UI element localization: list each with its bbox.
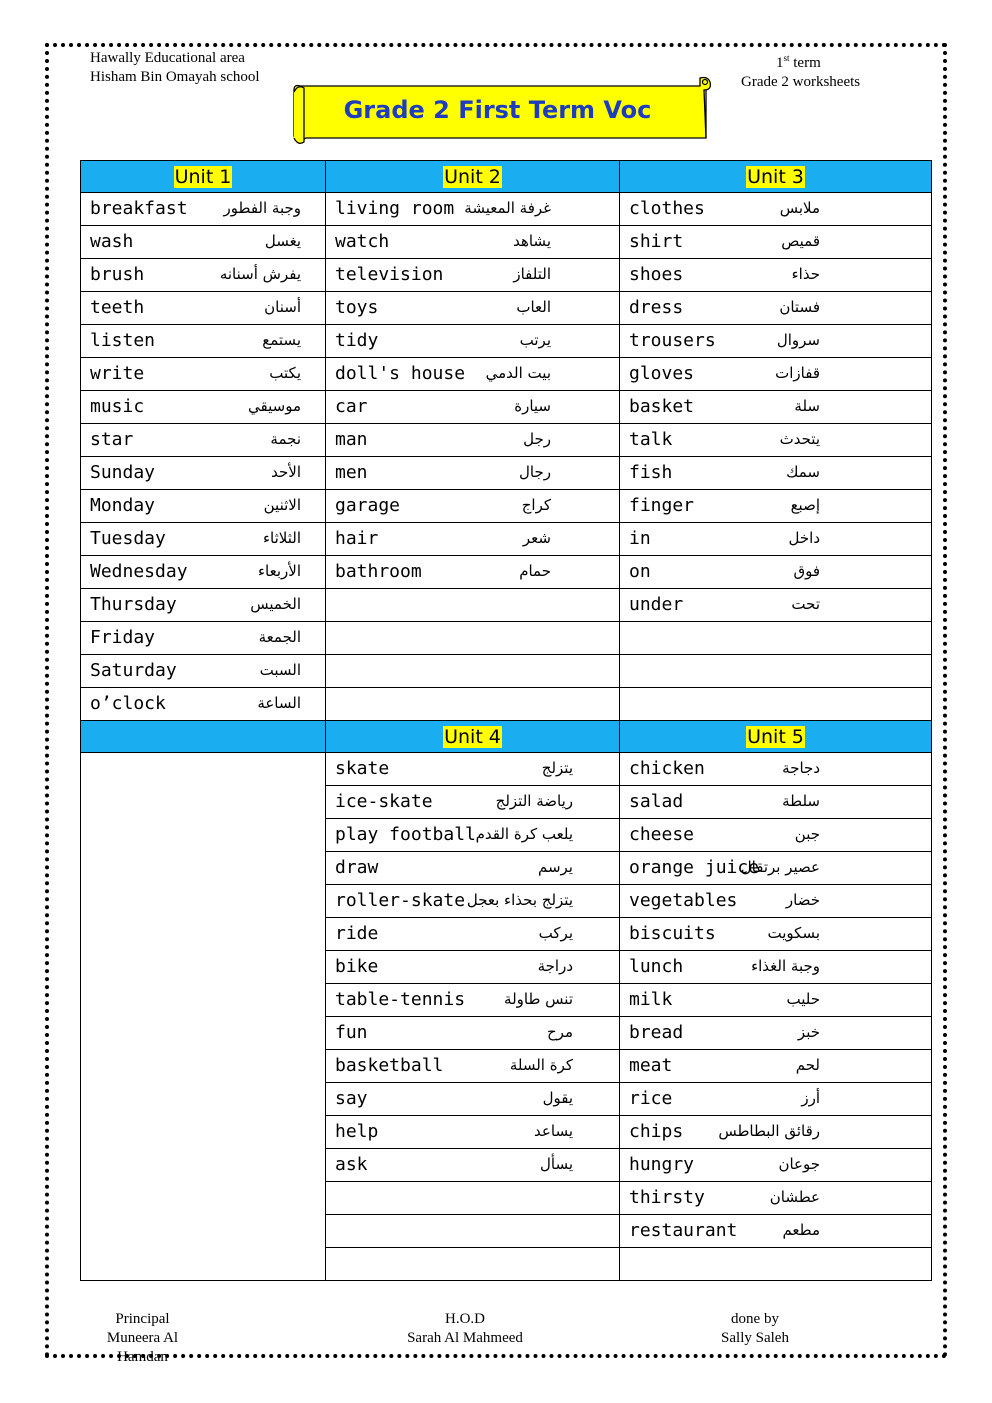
table-row — [81, 655, 932, 688]
table-row — [81, 325, 932, 358]
table-row — [81, 753, 932, 786]
english-word: Friday — [90, 627, 156, 648]
table-row — [81, 622, 932, 655]
english-word: tidy — [335, 330, 379, 351]
arabic-translation: بيت الدمي — [485, 364, 551, 382]
vocab-cell — [620, 325, 932, 358]
arabic-translation: عطشان — [769, 1188, 820, 1206]
arabic-translation: قميص — [781, 232, 820, 250]
vocab-cell — [620, 1083, 932, 1116]
arabic-translation: لحم — [795, 1056, 820, 1074]
english-word: finger — [629, 495, 695, 516]
arabic-translation: جبن — [794, 825, 820, 843]
arabic-translation: عصير برتقال — [740, 858, 820, 876]
vocab-cell — [326, 193, 620, 226]
english-word: ice-skate — [335, 791, 433, 812]
vocab-cell — [620, 589, 932, 622]
english-word: Thursday — [90, 594, 177, 615]
english-word: bike — [335, 956, 379, 977]
signature-name: Sally Saleh — [721, 1330, 789, 1346]
vocab-cell — [326, 753, 620, 786]
vocab-cell — [326, 1083, 620, 1116]
english-word: thirsty — [629, 1187, 705, 1208]
vocab-cell — [620, 1050, 932, 1083]
vocab-cell — [326, 259, 620, 292]
english-word: biscuits — [629, 923, 716, 944]
arabic-translation: الثلاثاء — [262, 529, 301, 547]
english-word: shoes — [629, 264, 684, 285]
arabic-translation: يغسل — [264, 232, 301, 250]
english-word: fish — [629, 462, 673, 483]
vocab-cell — [326, 556, 620, 589]
arabic-translation: وجبة الغذاء — [751, 957, 820, 975]
vocab-cell — [620, 819, 932, 852]
arabic-translation: يتحدث — [779, 430, 820, 448]
table-row — [81, 556, 932, 589]
empty-cell — [620, 622, 932, 655]
unit-heading — [81, 161, 326, 193]
english-word: dress — [629, 297, 684, 318]
vocab-cell — [620, 358, 932, 391]
arabic-translation: خضار — [785, 891, 820, 909]
vocab-cell — [620, 523, 932, 556]
table-row — [81, 259, 932, 292]
english-word: on — [629, 561, 651, 582]
signature-block — [380, 1310, 550, 1348]
english-word: say — [335, 1088, 368, 1109]
english-word: listen — [90, 330, 156, 351]
arabic-translation: شعر — [522, 529, 551, 547]
vocab-cell — [620, 786, 932, 819]
vocab-cell — [81, 358, 326, 391]
english-word: ride — [335, 923, 379, 944]
signature-role: H.O.D — [445, 1311, 485, 1327]
english-word: o’clock — [90, 693, 166, 714]
english-word: Saturday — [90, 660, 177, 681]
empty-cell — [620, 655, 932, 688]
english-word: television — [335, 264, 444, 285]
english-word: Wednesday — [90, 561, 188, 582]
english-word: play football — [335, 824, 476, 845]
arabic-translation: يرتب — [519, 331, 551, 349]
page-title: Grade 2 First Term Voc — [343, 96, 652, 124]
title-scroll-banner — [292, 76, 714, 146]
unit-heading-label: Unit 3 — [747, 165, 804, 188]
arabic-translation: الاثنين — [263, 496, 301, 514]
arabic-translation: داخل — [788, 529, 820, 547]
table-row — [81, 523, 932, 556]
english-word: basket — [629, 396, 695, 417]
empty-cell — [326, 688, 620, 721]
vocab-cell — [81, 688, 326, 721]
vocab-cell — [620, 852, 932, 885]
vocab-cell — [620, 918, 932, 951]
empty-cell — [326, 655, 620, 688]
empty-cell — [326, 589, 620, 622]
vocab-cell — [81, 226, 326, 259]
unit-heading-empty — [81, 721, 326, 753]
english-word: rice — [629, 1088, 673, 1109]
arabic-translation: وجبة الفطور — [223, 199, 301, 217]
arabic-translation: أرز — [801, 1089, 820, 1107]
arabic-translation: حمام — [519, 562, 551, 580]
english-word: bathroom — [335, 561, 422, 582]
vocab-cell — [326, 852, 620, 885]
english-word: lunch — [629, 956, 684, 977]
vocab-cell — [326, 786, 620, 819]
english-word: car — [335, 396, 368, 417]
unit-header-row — [81, 721, 932, 753]
arabic-translation: تنس طاولة — [504, 990, 573, 1008]
arabic-translation: رجل — [523, 430, 551, 448]
vocab-cell — [81, 259, 326, 292]
english-word: table-tennis — [335, 989, 466, 1010]
arabic-translation: يشاهد — [513, 232, 551, 250]
vocab-cell — [620, 1116, 932, 1149]
vocab-cell — [81, 622, 326, 655]
vocab-cell — [326, 1116, 620, 1149]
arabic-translation: قفازات — [775, 364, 820, 382]
vocab-cell — [620, 753, 932, 786]
vocab-cell — [620, 292, 932, 325]
vocab-cell — [620, 424, 932, 457]
vocab-cell — [326, 325, 620, 358]
vocabulary-table — [80, 160, 932, 1281]
vocab-cell — [81, 655, 326, 688]
arabic-translation: يتزلج بحذاء بعجل — [466, 891, 573, 909]
arabic-translation: الأربعاء — [257, 562, 301, 580]
english-word: music — [90, 396, 145, 417]
unit-heading — [326, 721, 620, 753]
signature-block — [90, 1310, 195, 1367]
english-word: in — [629, 528, 651, 549]
vocab-cell — [620, 984, 932, 1017]
english-word: wash — [90, 231, 134, 252]
english-word: talk — [629, 429, 673, 450]
arabic-translation: فستان — [779, 298, 820, 316]
english-word: chips — [629, 1121, 684, 1142]
english-word: men — [335, 462, 368, 483]
vocab-cell — [326, 1017, 620, 1050]
educational-area: Hawally Educational area — [90, 50, 245, 66]
school-name: Hisham Bin Omayah school — [90, 69, 260, 85]
empty-column — [81, 753, 326, 1281]
worksheet-label: Grade 2 worksheets — [741, 74, 861, 90]
vocab-cell — [620, 1215, 932, 1248]
unit-heading-label: Unit 2 — [444, 165, 501, 188]
arabic-translation: تحت — [791, 595, 820, 613]
vocab-cell — [326, 1050, 620, 1083]
english-word: milk — [629, 989, 673, 1010]
term-label: 1st term — [776, 53, 821, 71]
vocab-cell — [620, 1182, 932, 1215]
arabic-translation: التلفاز — [513, 265, 551, 283]
arabic-translation: سلة — [794, 397, 820, 415]
table-row — [81, 292, 932, 325]
arabic-translation: مرح — [547, 1023, 573, 1041]
vocab-cell — [81, 457, 326, 490]
arabic-translation: الساعة — [257, 694, 301, 712]
vocab-cell — [81, 325, 326, 358]
vocab-cell — [620, 226, 932, 259]
unit-heading-label: Unit 1 — [174, 165, 232, 188]
english-word: draw — [335, 857, 379, 878]
arabic-translation: كراج — [521, 496, 551, 514]
vocab-cell — [81, 391, 326, 424]
arabic-translation: دراجة — [537, 957, 573, 975]
arabic-translation: يساعد — [534, 1122, 573, 1140]
signature-role: Principal — [115, 1311, 170, 1327]
english-word: help — [335, 1121, 379, 1142]
vocab-cell — [81, 292, 326, 325]
arabic-translation: حليب — [786, 990, 820, 1008]
arabic-translation: يتزلج — [541, 759, 573, 777]
arabic-translation: يلعب كرة القدم — [475, 825, 573, 843]
arabic-translation: بسكويت — [767, 924, 820, 942]
arabic-translation: نجمة — [270, 430, 301, 448]
vocab-cell — [326, 918, 620, 951]
header-right — [741, 49, 860, 92]
vocab-cell — [326, 292, 620, 325]
english-word: restaurant — [629, 1220, 738, 1241]
arabic-translation: سيارة — [514, 397, 551, 415]
table-row — [81, 490, 932, 523]
vocab-cell — [81, 490, 326, 523]
arabic-translation: حذاء — [791, 265, 820, 283]
vocab-cell — [326, 819, 620, 852]
table-row — [81, 424, 932, 457]
english-word: gloves — [629, 363, 695, 384]
vocab-cell — [620, 193, 932, 226]
arabic-translation: فوق — [793, 562, 820, 580]
english-word: meat — [629, 1055, 673, 1076]
english-word: bread — [629, 1022, 684, 1043]
arabic-translation: دجاجة — [782, 759, 820, 777]
english-word: watch — [335, 231, 390, 252]
english-word: vegetables — [629, 890, 738, 911]
signature-name: Muneera Al Hamdan — [106, 1330, 179, 1365]
arabic-translation: ملابس — [779, 199, 820, 217]
arabic-translation: كرة السلة — [509, 1056, 573, 1074]
arabic-translation: غرفة المعيشة — [464, 199, 551, 217]
arabic-translation: خبز — [797, 1023, 820, 1041]
unit-heading-label: Unit 5 — [747, 725, 804, 748]
vocab-cell — [620, 556, 932, 589]
header-left — [90, 49, 260, 87]
arabic-translation: رقائق البطاطس — [718, 1122, 820, 1140]
arabic-translation: يركب — [538, 924, 573, 942]
empty-cell — [620, 1248, 932, 1281]
arabic-translation: يسأل — [539, 1155, 573, 1173]
arabic-translation: الأحد — [271, 463, 301, 481]
english-word: fun — [335, 1022, 368, 1043]
english-word: doll's house — [335, 363, 466, 384]
english-word: teeth — [90, 297, 145, 318]
vocab-cell — [81, 556, 326, 589]
signature-block — [690, 1310, 820, 1348]
arabic-translation: الجمعة — [258, 628, 301, 646]
unit-heading — [326, 161, 620, 193]
vocab-cell — [326, 1149, 620, 1182]
arabic-translation: العاب — [516, 298, 551, 316]
table-row — [81, 457, 932, 490]
english-word: man — [335, 429, 368, 450]
english-word: salad — [629, 791, 684, 812]
english-word: toys — [335, 297, 379, 318]
unit-heading — [620, 721, 932, 753]
english-word: trousers — [629, 330, 716, 351]
vocab-cell — [326, 490, 620, 523]
vocab-cell — [620, 391, 932, 424]
arabic-translation: السبت — [259, 661, 301, 679]
english-word: ask — [335, 1154, 368, 1175]
table-row — [81, 589, 932, 622]
arabic-translation: مطعم — [782, 1221, 820, 1239]
vocab-cell — [620, 259, 932, 292]
vocab-cell — [620, 457, 932, 490]
arabic-translation: يقول — [542, 1089, 573, 1107]
arabic-translation: رجال — [519, 463, 551, 481]
english-word: orange juice — [629, 857, 760, 878]
arabic-translation: يفرش أسنانه — [219, 265, 301, 283]
vocab-cell — [326, 984, 620, 1017]
english-word: skate — [335, 758, 390, 779]
arabic-translation: سلطة — [782, 792, 820, 810]
arabic-translation: جوعان — [778, 1155, 820, 1173]
vocab-cell — [326, 457, 620, 490]
english-word: chicken — [629, 758, 705, 779]
english-word: garage — [335, 495, 401, 516]
vocab-cell — [620, 951, 932, 984]
vocab-cell — [326, 391, 620, 424]
table-row — [81, 688, 932, 721]
arabic-translation: إصبع — [790, 496, 820, 514]
unit-heading — [620, 161, 932, 193]
vocab-cell — [326, 226, 620, 259]
empty-cell — [620, 688, 932, 721]
signature-role: done by — [731, 1311, 779, 1327]
vocab-cell — [620, 1017, 932, 1050]
vocab-cell — [620, 885, 932, 918]
english-word: living room — [335, 198, 455, 219]
empty-cell — [326, 1182, 620, 1215]
arabic-translation: سروال — [776, 331, 820, 349]
empty-cell — [326, 1215, 620, 1248]
arabic-translation: يستمع — [262, 331, 301, 349]
english-word: Monday — [90, 495, 156, 516]
empty-cell — [326, 622, 620, 655]
table-row — [81, 358, 932, 391]
signature-name: Sarah Al Mahmeed — [407, 1330, 523, 1346]
english-word: Sunday — [90, 462, 156, 483]
english-word: clothes — [629, 198, 705, 219]
arabic-translation: سمك — [786, 463, 820, 481]
english-word: breakfast — [90, 198, 188, 219]
english-word: star — [90, 429, 134, 450]
english-word: hungry — [629, 1154, 695, 1175]
empty-cell — [326, 1248, 620, 1281]
vocab-cell — [81, 523, 326, 556]
arabic-translation: رياضة التزلج — [495, 792, 573, 810]
arabic-translation: الخميس — [250, 595, 301, 613]
arabic-translation: يرسم — [537, 858, 573, 876]
arabic-translation: موسيقي — [248, 397, 301, 415]
vocab-cell — [620, 490, 932, 523]
english-word: brush — [90, 264, 145, 285]
english-word: under — [629, 594, 684, 615]
english-word: cheese — [629, 824, 695, 845]
table-row — [81, 391, 932, 424]
vocab-cell — [81, 193, 326, 226]
vocab-cell — [326, 523, 620, 556]
english-word: Tuesday — [90, 528, 166, 549]
vocab-cell — [326, 951, 620, 984]
table-row — [81, 226, 932, 259]
english-word: basketball — [335, 1055, 444, 1076]
unit-heading-label: Unit 4 — [444, 725, 501, 748]
vocab-cell — [326, 358, 620, 391]
vocab-cell — [81, 424, 326, 457]
vocab-cell — [326, 424, 620, 457]
english-word: roller-skate — [335, 890, 466, 911]
vocab-cell — [326, 885, 620, 918]
english-word: write — [90, 363, 145, 384]
vocab-cell — [620, 1149, 932, 1182]
vocab-cell — [81, 589, 326, 622]
arabic-translation: يكتب — [269, 364, 301, 382]
english-word: hair — [335, 528, 379, 549]
english-word: shirt — [629, 231, 684, 252]
table-row — [81, 193, 932, 226]
unit-header-row — [81, 161, 932, 193]
arabic-translation: أسنان — [264, 298, 301, 316]
